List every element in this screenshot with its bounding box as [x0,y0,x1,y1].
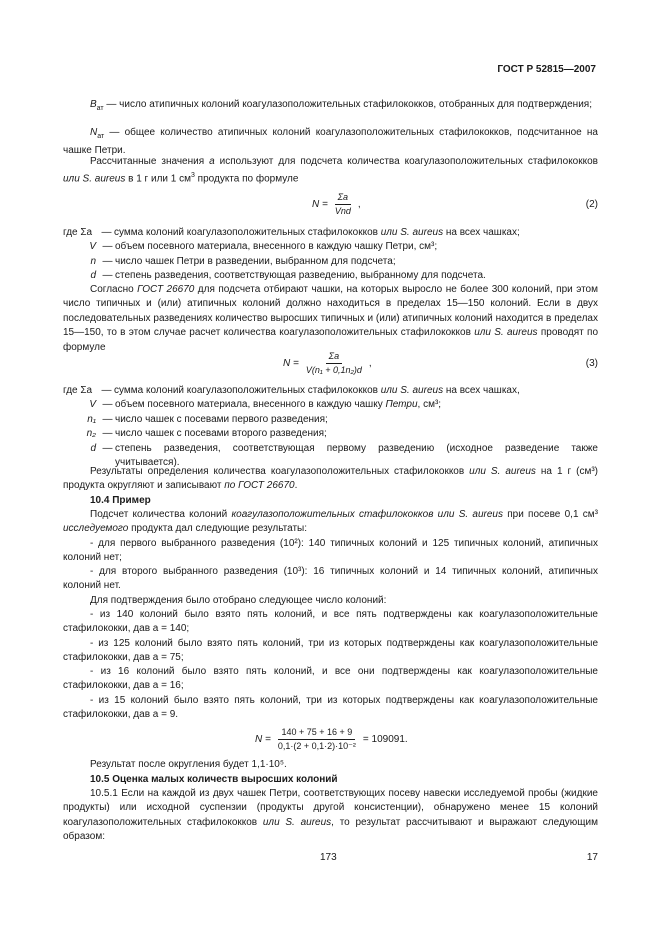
symbol-row: n₁ — число чашек с посевами первого разведения; [87,413,328,425]
symbol-row: d — степень разведения, соответствующая первому разведению (исходное разведение также учитывается). [90,442,598,469]
page-number-center: 173 [320,852,337,863]
paragraph-result-rounding: Результаты определения количества коагулазоположительных стафилококков или S. aureus на 1 г (см³) продукта округляют и записывают по ГОСТ 26670. [63,466,598,492]
paragraph-gost-selection: Согласно ГОСТ 26670 для подсчета отбирают чашки, на которых выросло не более 300 колоний, при этом число типичных и (или) атипичных колоний должно находиться в пределах 15—150 колоний. Если в двух последовательных разведениях количество выросших типичных и (или) атипичных колоний находится в пределах 15—150, то в этом случае расчет количества коагулазоположительных стафилококков или S. aureus проводят по формуле [63,284,599,353]
confirm-intro: Для подтверждения было отобрано следующее число колоний: [90,595,387,606]
confirm-item: - из 16 колоний было взято пять колоний, и все они подтверждены как коагулазоположительные стафилококки, дав а = 16; [63,666,598,692]
paragraph-example-intro: Подсчет количества колоний коагулазоположительных стафилококков или S. aureus при посеве 0,1 см³ исследуемого продукта дал следующие результаты: [63,509,598,535]
section-heading-10-4: 10.4 Пример [90,495,151,506]
definition-n-at: $N_{ат}$ — общее количество атипичных колоний коагулазоположительных стафилококков, подсчитанное на чашке Петри. [63,127,598,157]
rounded-result: Результат после округления будет 1,1·10⁵. [90,759,287,770]
symbol-row: где Σа — сумма колоний коагулазоположительных стафилококков или S. aureus на всех чашках; [63,227,520,238]
paragraph-formula-intro: Рассчитанные значения а используют для подсчета количества коагулазоположительных стафилококков или S. aureus в 1 г или 1 $см^3$ продукта по формуле [63,156,598,185]
equation-number-2: (2) [585,199,598,210]
symbol-row: d — степень разведения, соответствующая разведению, выбранному для подсчета. [90,270,486,282]
section-heading-10-5: 10.5 Оценка малых количеств выросших колоний [90,774,338,785]
equation-number-3: (3) [585,358,598,369]
formula-4-denominator: 0,1·(2 + 0,1·2)·10⁻² [277,741,356,751]
formula-3-numerator: Σa [326,351,342,364]
formula-2: N = $\frac{\Sigma a}{\text{Vnd}}$ , [312,192,361,216]
confirm-item: - из 125 колоний было взято пять колоний, три из которых подтверждены как коагулазоположительные стафилококки, дав а = 75; [63,638,598,664]
formula-4: N = $\frac{140 + 75 + 16 + 9}{\text{0,1·(2 + 0,1·2)·10⁻²}}$ = 109091. [255,727,408,751]
symbol-list-2 [63,384,598,470]
formula-2-numerator: Σa [335,192,351,205]
definition-b-at: $В_{ат}$ — число атипичных колоний коагулазоположительных стафилококков, отобранных для подтверждения; [90,99,592,112]
formula-3-denominator: V(n₁ + 0,1n₂)d [305,365,362,375]
confirm-item: - из 140 колоний было взято пять колоний, и все пять подтверждены как коагулазоположительные стафилококки, дав а = 140; [63,609,598,635]
formula-4-numerator: 140 + 75 + 16 + 9 [278,727,355,740]
result-first-dilution: - для первого выбранного разведения (10²): 140 типичных колоний и 125 типичных колоний, атипичных колоний нет; [63,538,598,564]
paragraph-10-5-1: 10.5.1 Если на каждой из двух чашек Петри, соответствующих посеву навески исследуемой пробы (жидкие продукты) или исходной суспензии (продукты другой консистенции), обнаружено менее 15 колоний коагулазоположительных стафилококков или S. aureus, то результат рассчитывают и выражают следующим образом: [63,788,598,843]
page-number-right: 17 [586,852,598,863]
symbol-row: V — объем посевного материала, внесенного в каждую чашку Петри, см³; [89,241,438,253]
formula-2-denominator: Vnd [334,206,351,216]
formula-3: N = $\frac{\Sigma a}{\text{V(n₁ + 0,1n₂)d}}$ , [283,351,372,375]
symbol-row: где Σа — сумма колоний коагулазоположительных стафилококков или S. aureus на всех чашках, [63,385,520,396]
symbol-row: n — число чашек Петри в разведении, выбранном для подсчета; [90,255,396,267]
document-header: ГОСТ Р 52815—2007 [497,64,596,75]
result-second-dilution: - для второго выбранного разведения (10³): 16 типичных колоний и 14 типичных колоний, атипичных колоний нет. [63,566,598,592]
confirm-item: - из 15 колоний было взято пять колоний, три из которых подтверждены как коагулазоположительные стафилококки, дав а = 9. [63,695,598,721]
symbol-row: V — объем посевного материала, внесенного в каждую чашку Петри, см³; [89,399,442,411]
symbol-row: n₂ — число чашек с посевами второго разведения; [86,428,327,440]
symbol-list-1 [63,226,598,284]
